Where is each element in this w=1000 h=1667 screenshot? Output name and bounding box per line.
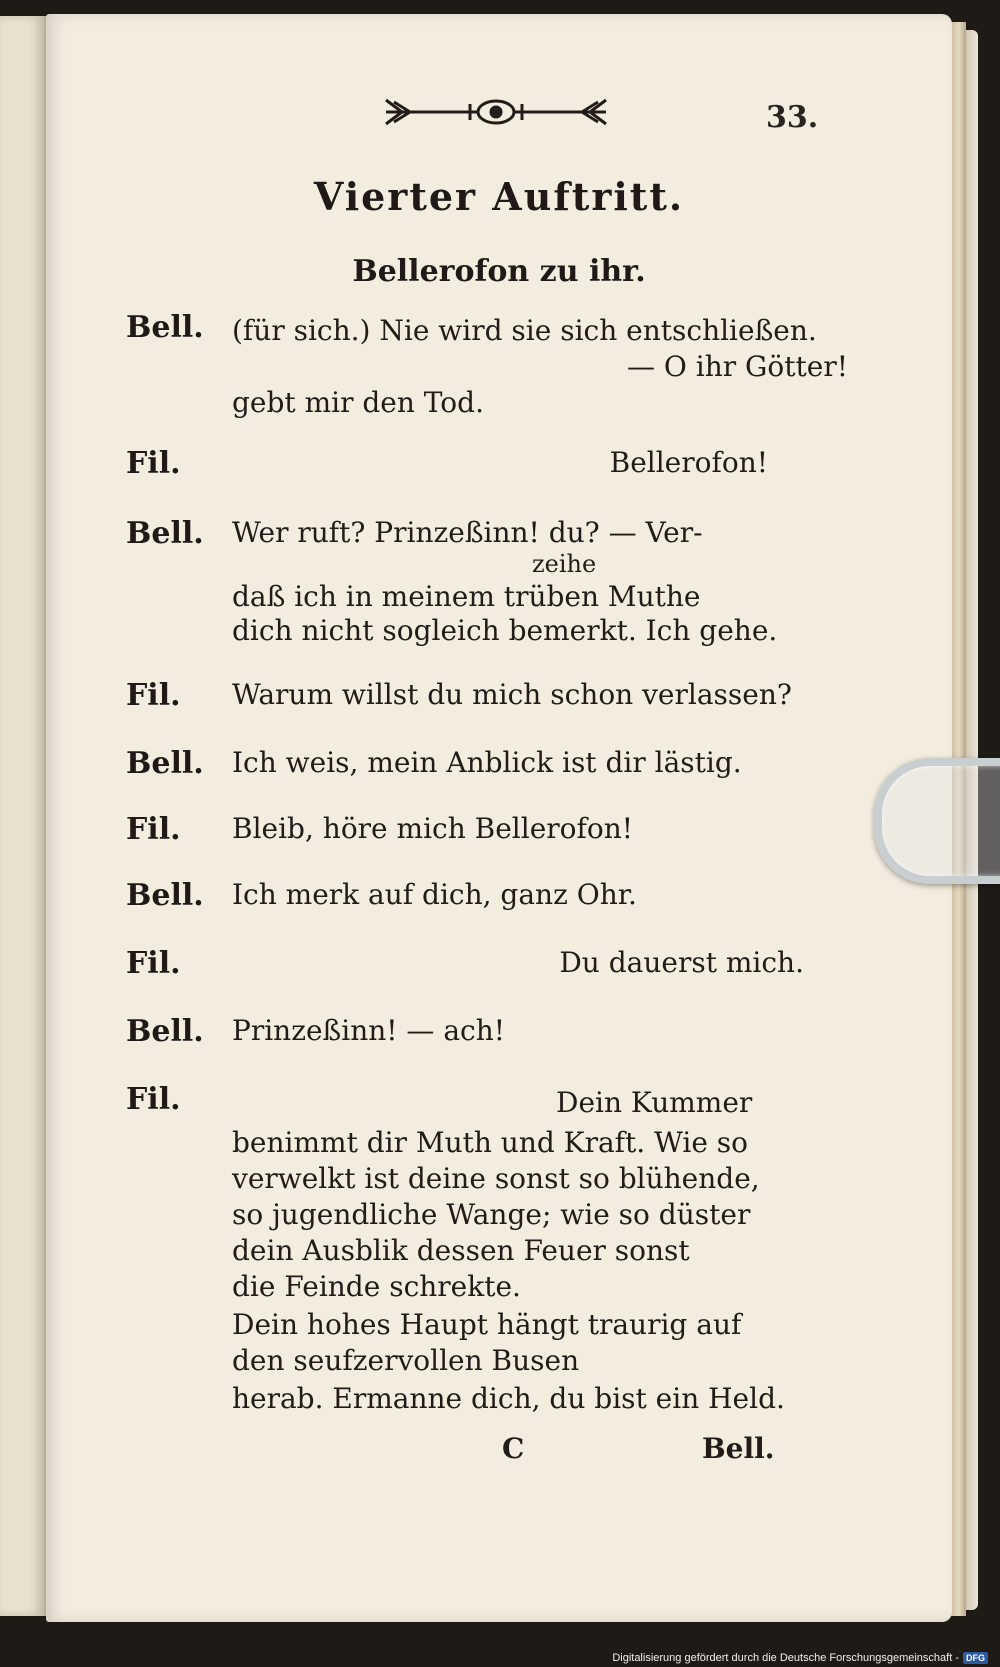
- dialogue-line: Bellerofon!: [609, 446, 768, 479]
- dialogue-line: dein Ausblik dessen Feuer sonst: [232, 1234, 690, 1267]
- speaker-name: Fil.: [126, 1082, 181, 1117]
- catchword: Bell.: [702, 1432, 775, 1465]
- speaker-name: Bell.: [126, 878, 204, 913]
- scene-title: Vierter Auftritt.: [313, 174, 685, 219]
- dialogue-line: zeihe: [532, 550, 597, 578]
- paper-clip: [874, 758, 1000, 884]
- left-page-edge: [0, 16, 46, 1616]
- dfg-logo: DFG: [963, 1652, 988, 1664]
- speaker-name: Bell.: [126, 746, 204, 781]
- dialogue-line: Warum willst du mich schon verlassen?: [232, 678, 792, 711]
- dialogue-line: — O ihr Götter!: [627, 350, 848, 383]
- signature-mark: C: [502, 1432, 525, 1465]
- dialogue-line: verwelkt ist deine sonst so blühende,: [232, 1162, 760, 1195]
- speaker-name: Bell.: [126, 516, 204, 551]
- dialogue-line: (für sich.) Nie wird sie sich entschließen.: [232, 314, 817, 347]
- dialogue-line: Du dauerst mich.: [559, 946, 804, 979]
- speaker-name: Fil.: [126, 446, 181, 481]
- speaker-name: Fil.: [126, 812, 181, 847]
- ornament-icon: [366, 92, 626, 132]
- book-page: [46, 14, 952, 1622]
- dialogue-line: Ich weis, mein Anblick ist dir lästig.: [232, 746, 742, 779]
- dialogue-line: herab. Ermanne dich, du bist ein Held.: [232, 1382, 785, 1415]
- dialogue-line: dich nicht sogleich bemerkt. Ich gehe.: [232, 614, 778, 647]
- speaker-name: Fil.: [126, 946, 181, 981]
- scene-subtitle: Bellerofon zu ihr.: [352, 254, 646, 289]
- dialogue-line: so jugendliche Wange; wie so düster: [232, 1198, 751, 1231]
- dialogue-line: Dein hohes Haupt hängt traurig auf: [232, 1308, 742, 1341]
- dialogue-line: den seufzervollen Busen: [232, 1344, 580, 1377]
- digitization-footer: [612, 1652, 988, 1664]
- footer-text: Digitalisierung gefördert durch die Deutsche Forschungsgemeinschaft -: [612, 1652, 959, 1664]
- dialogue-line: daß ich in meinem trüben Muthe: [232, 580, 701, 613]
- dialogue-line: Wer ruft? Prinzeßinn! du? — Ver-: [232, 516, 703, 549]
- speaker-name: Bell.: [126, 1014, 204, 1049]
- speaker-name: Fil.: [126, 678, 181, 713]
- page-number: 33.: [766, 100, 819, 135]
- dialogue-line: benimmt dir Muth und Kraft. Wie so: [232, 1126, 749, 1159]
- speaker-name: Bell.: [126, 310, 204, 345]
- dialogue-line: Dein Kummer: [556, 1086, 753, 1119]
- dialogue-line: gebt mir den Tod.: [232, 386, 484, 419]
- dialogue-line: Bleib, höre mich Bellerofon!: [232, 812, 634, 845]
- dialogue-line: Ich merk auf dich, ganz Ohr.: [232, 878, 637, 911]
- dialogue-line: die Feinde schrekte.: [232, 1270, 521, 1303]
- dialogue-line: Prinzeßinn! — ach!: [232, 1014, 505, 1047]
